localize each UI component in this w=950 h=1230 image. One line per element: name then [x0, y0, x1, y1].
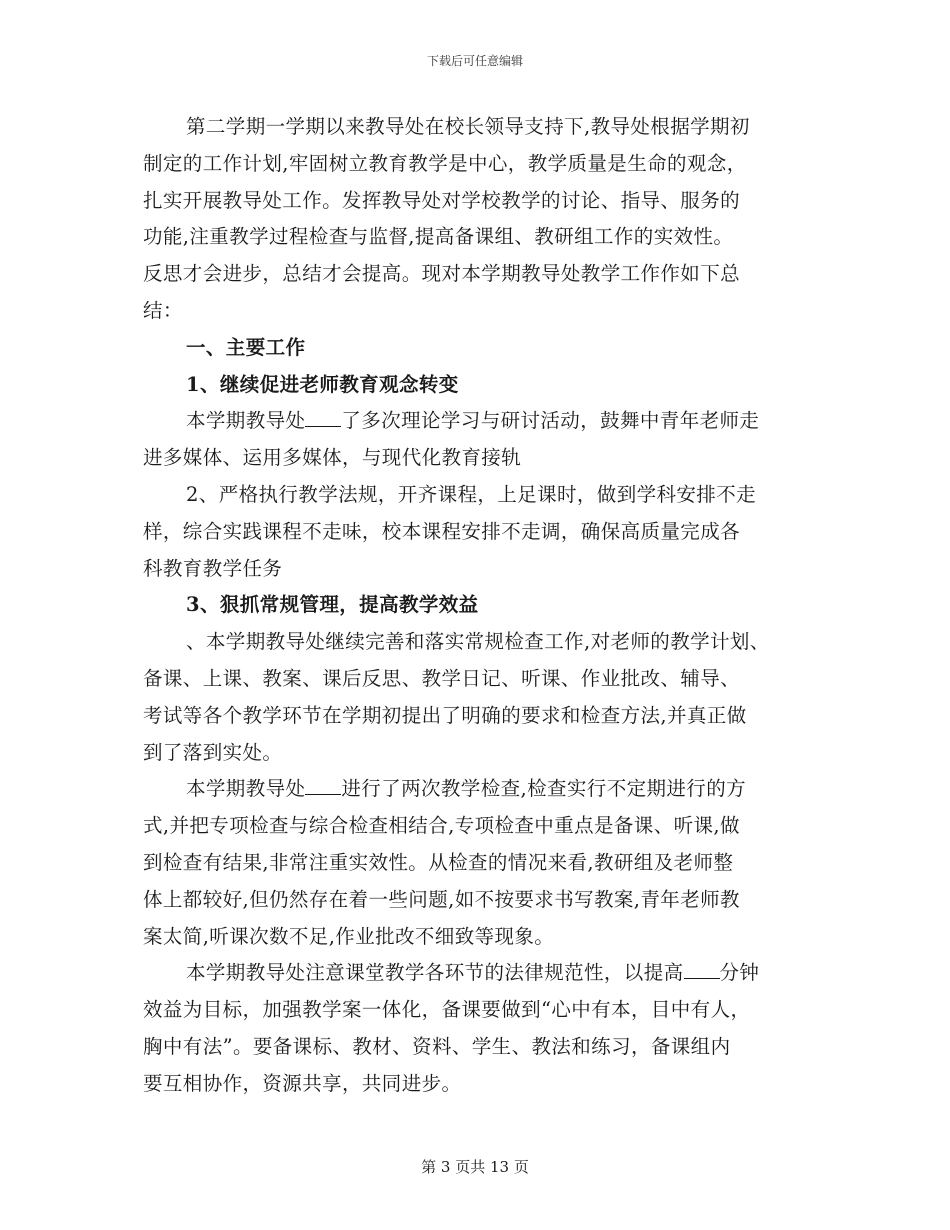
text-segment: 分钟 — [719, 961, 760, 985]
header-note: 下载后可任意编辑 — [426, 54, 523, 68]
paragraph-1-line: 功能,注重教学过程检查与监督,提高备课组、教研组工作的实效性。 — [143, 225, 734, 249]
paragraph-1-line: 制定的工作计划,牢固树立教育教学是中心，教学质量是生命的观念， — [143, 151, 747, 175]
text-segment: 了多次理论学习与研讨活动，鼓舞中青年老师走 — [341, 409, 760, 433]
section-heading-3: 3、狠抓常规管理，提高教学效益 — [186, 593, 479, 617]
fill-blank — [305, 776, 341, 795]
paragraph-1-line: 第二学期一学期以来教导处在校长领导支持下,教导处根据学期初 — [186, 115, 750, 138]
paragraph-3-line: 样，综合实践课程不走味，校本课程安排不走调，确保高质量完成各 — [143, 519, 741, 543]
paragraph-6-line — [143, 955, 823, 992]
paragraph-6-line: 胸中有法”。要备课标、教材、资料、学生、教法和练习，备课组内 — [143, 1034, 731, 1058]
paragraph-6-line: 效益为目标，加强教学案一体化，备课要做到“心中有本，目中有人， — [143, 998, 751, 1022]
paragraph-5-line: 体上都较好,但仍然存在着一些问题,如不按要求书写教案,青年老师教 — [143, 887, 740, 911]
paragraph-1-line: 扎实开展教导处工作。发挥教导处对学校教学的讨论、指导、服务的 — [143, 188, 741, 212]
paragraph-5-line: 到检查有结果,非常注重实效性。从检查的情况来看,教研组及老师整 — [143, 850, 734, 874]
paragraph-3-line: 2、严格执行教学法规，开齐课程，上足课时，做到学科安排不走 — [186, 482, 757, 506]
section-heading-1: 1、继续促进老师教育观念转变 — [186, 372, 459, 396]
fill-blank — [305, 408, 341, 427]
page-number-footer: 第 3 页共 13 页 — [421, 1158, 529, 1176]
text-segment: 本学期教导处 — [186, 409, 306, 433]
paragraph-5-line: 案太简,听课次数不足,作业批改不细致等现象。 — [143, 924, 555, 948]
paragraph-2-line: 进多媒体、运用多媒体，与现代化教育接轨 — [143, 446, 522, 470]
paragraph-4-line: 到了落到实处。 — [143, 740, 283, 764]
paragraph-4-line: 、本学期教导处继续完善和落实常规检查工作,对老师的教学计划、 — [186, 630, 770, 654]
section-heading-main: 一、主要工作 — [186, 335, 306, 359]
paragraph-4-line: 备课、上课、教案、课后反思、教学日记、听课、作业批改、辅导、 — [143, 666, 741, 690]
paragraph-2-line — [143, 403, 823, 440]
paragraph-5-line: 式,并把专项检查与综合检查相结合,专项检查中重点是备课、听课,做 — [143, 814, 740, 838]
paragraph-1-line: 结： — [143, 298, 183, 322]
paragraph-1-line: 反思才会进步，总结才会提高。现对本学期教导处教学工作作如下总 — [143, 262, 741, 286]
text-segment: 本学期教导处注意课堂教学各环节的法律规范性，以提高 — [186, 961, 684, 985]
paragraph-5-line — [143, 771, 823, 808]
paragraph-4-line: 考试等各个教学环节在学期初提出了明确的要求和检查方法,并真正做 — [143, 703, 747, 727]
text-segment: 进行了两次教学检查,检查实行不定期进行的方 — [341, 777, 747, 801]
paragraph-6-line: 要互相协作，资源共享，共同进步。 — [143, 1071, 462, 1095]
fill-blank — [684, 960, 720, 979]
paragraph-3-line: 科教育教学任务 — [143, 556, 283, 580]
text-segment: 本学期教导处 — [186, 777, 306, 801]
document-body — [143, 109, 823, 1103]
